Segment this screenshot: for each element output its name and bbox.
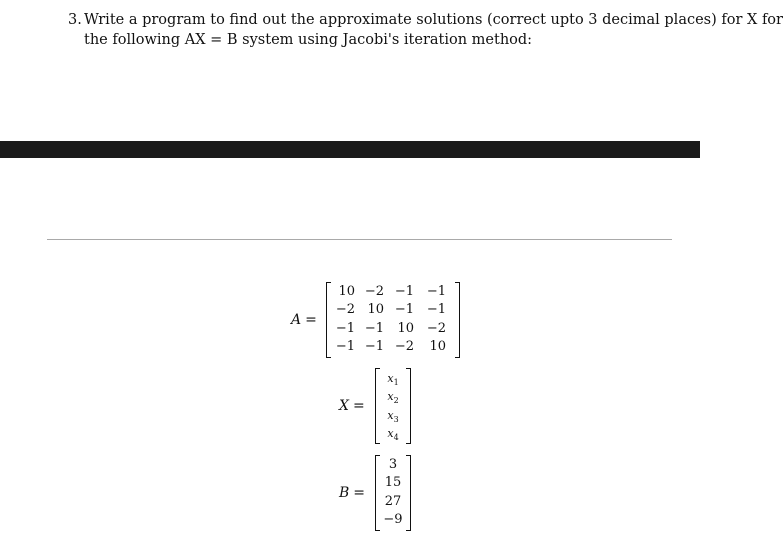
matrix-a-cell: −1 bbox=[426, 302, 446, 317]
matrix-a-cell: −1 bbox=[335, 321, 355, 336]
matrix-a-equals: = bbox=[305, 312, 317, 328]
vector-b-symbol: B bbox=[339, 485, 350, 501]
vector-b bbox=[375, 455, 411, 531]
vector-b-entry: 27 bbox=[384, 494, 402, 509]
matrix-a-cell: 10 bbox=[367, 302, 384, 317]
vector-b-entry: 3 bbox=[388, 457, 398, 472]
vector-x-entry: $x_4$ bbox=[387, 427, 399, 443]
matrix-a-cell: 10 bbox=[397, 321, 414, 336]
vector-b-entry: −9 bbox=[383, 512, 403, 527]
problem-text-line-2: the following AX = B system using Jacobi's iteration method: bbox=[84, 32, 533, 48]
problem-number: 3. bbox=[68, 12, 82, 28]
vector-b-entry: 15 bbox=[384, 475, 402, 490]
matrix-a-symbol: A bbox=[291, 312, 302, 328]
matrix-a-cell: −2 bbox=[394, 339, 414, 354]
vector-b-label bbox=[339, 485, 365, 501]
vector-x bbox=[375, 368, 411, 444]
dark-separator-bar bbox=[0, 141, 700, 158]
matrix-a-cell: −1 bbox=[426, 284, 446, 299]
vector-x-symbol: X bbox=[339, 398, 349, 414]
horizontal-rule bbox=[47, 239, 672, 240]
matrix-a-cell: 10 bbox=[338, 284, 355, 299]
problem-text-line-1: Write a program to find out the approximate solutions (correct upto 3 decimal places) for X for bbox=[84, 12, 783, 28]
vector-b-equals: = bbox=[353, 485, 366, 501]
matrix-a-cell: −1 bbox=[394, 284, 414, 299]
matrix-a-cell: −1 bbox=[364, 339, 384, 354]
matrix-a-right-bracket bbox=[455, 282, 460, 358]
vector-x-equals: = bbox=[352, 398, 365, 414]
vector-x-entry: $x_1$ bbox=[387, 372, 399, 388]
matrix-a-cell: −2 bbox=[426, 321, 446, 336]
vector-x-label bbox=[339, 398, 365, 414]
matrix-a-cell: −2 bbox=[364, 284, 384, 299]
matrix-a-cell: −2 bbox=[335, 302, 355, 317]
matrix-a-cell: −1 bbox=[335, 339, 355, 354]
matrix-a-cell: −1 bbox=[394, 302, 414, 317]
matrix-a-cell: −1 bbox=[364, 321, 384, 336]
matrix-a bbox=[326, 282, 460, 358]
vector-x-entry: $x_3$ bbox=[387, 409, 399, 425]
vector-x-entry: $x_2$ bbox=[387, 390, 399, 406]
matrix-a-label bbox=[291, 312, 317, 328]
matrix-a-cell: 10 bbox=[429, 339, 446, 354]
